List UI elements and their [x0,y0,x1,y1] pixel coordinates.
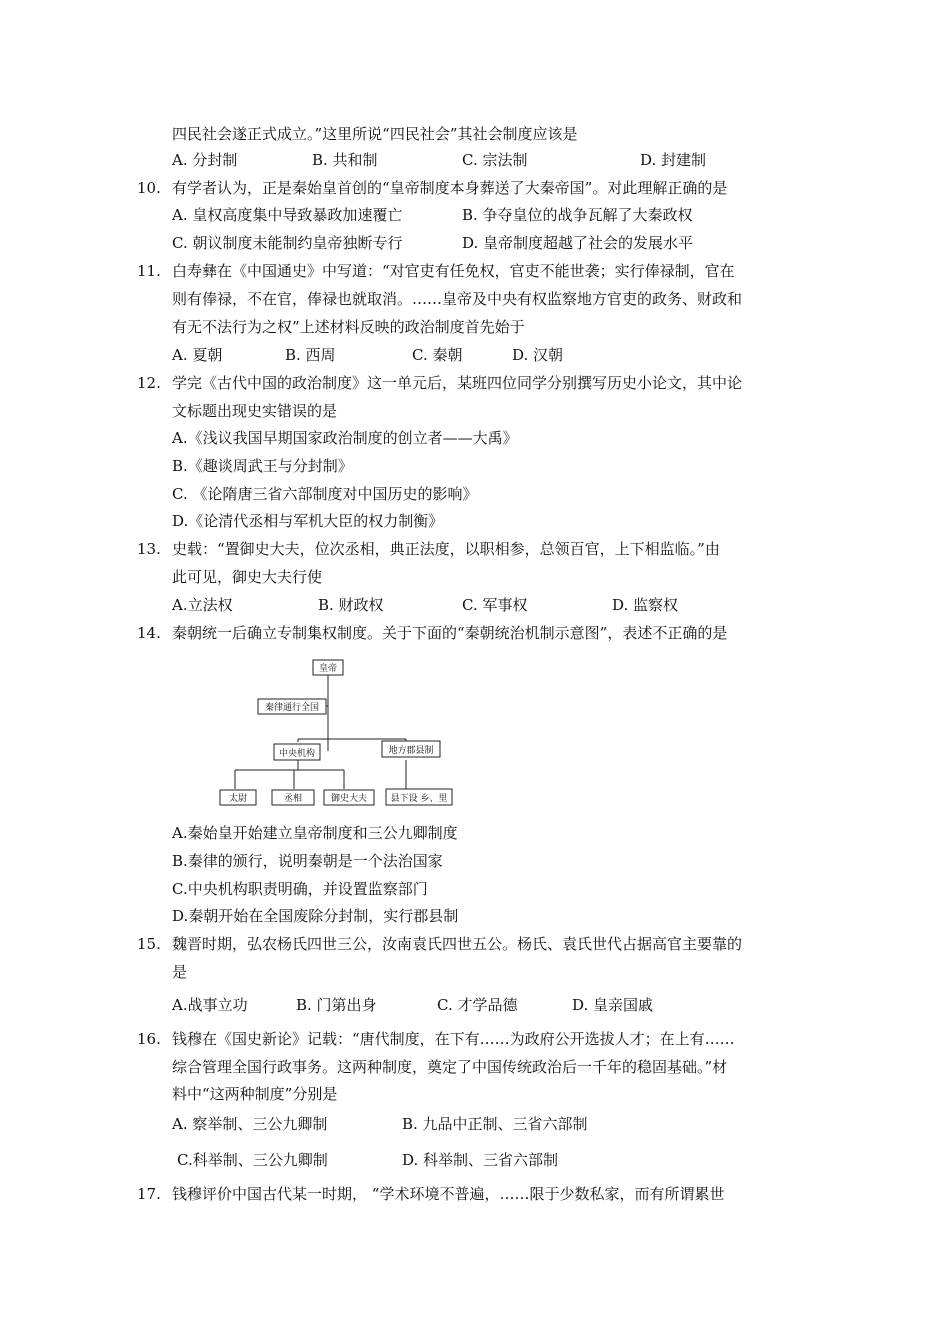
q15-option-c: C. 才学品德 [437,996,518,1014]
q16-text-line-2: 综合管理全国行政事务。这两种制度，奠定了中国传统政治后一千年的稳固基础。”材 [172,1058,728,1076]
q11-text-line-2: 则有俸禄，不在官，俸禄也就取消。……皇帝及中央有权监察地方官吏的政务、财政和 [172,290,743,308]
q9-option-b: B. 共和制 [312,151,378,169]
q15-option-b: B. 门第出身 [296,996,377,1014]
q17-text-line-1: 钱穆评价中国古代某一时期， “学术环境不普遍，……限于少数私家，而有所谓累世 [172,1185,725,1203]
diagram-taiwei-label: 太尉 [228,794,248,804]
q10-number: 10. [137,179,161,197]
q10-option-a: A. 皇权高度集中导致暴政加速覆亡 [172,206,403,224]
q11-option-c: C. 秦朝 [412,346,463,364]
q13-option-b: B. 财政权 [318,596,384,614]
q16-option-d: D. 科举制、三省六部制 [402,1151,559,1169]
q15-option-d: D. 皇亲国戚 [572,996,654,1014]
diagram-law-label: 秦律通行全国 [264,703,320,713]
q14-text: 秦朝统一后确立专制集权制度。关于下面的“秦朝统治机制示意图”，表述不正确的是 [172,624,728,642]
q12-number: 12. [137,374,161,392]
q11-text-line-1: 白寿彝在《中国通史》中写道：“对官吏有任免权，官吏不能世袭；实行俸禄制，官在 [172,262,735,280]
q16-number: 16. [137,1030,161,1048]
q13-option-d: D. 监察权 [612,596,679,614]
q13-number: 13. [137,540,161,558]
q10-text: 有学者认为，正是秦始皇首创的“皇帝制度本身葬送了大秦帝国”。对此理解正确的是 [172,179,728,197]
q10-option-b: B. 争夺皇位的战争瓦解了大秦政权 [462,206,693,224]
diagram-chengxiang-label: 丞相 [283,794,303,804]
q14-option-d: D.秦朝开始在全国废除分封制，实行郡县制 [172,907,459,925]
q12-option-c: C. 《论隋唐三省六部制度对中国历史的影响》 [172,485,478,503]
q9-option-c: C. 宗法制 [462,151,528,169]
q12-text-line-2: 文标题出现史实错误的是 [172,402,338,420]
q16-text-line-1: 钱穆在《国史新论》记载：“唐代制度，在下有……为政府公开选拔人才；在上有…… [172,1030,735,1048]
q11-number: 11. [137,262,161,280]
q16-option-b: B. 九品中正制、三省六部制 [402,1115,588,1133]
q13-option-a: A.立法权 [172,596,233,614]
q10-option-d: D. 皇帝制度超越了社会的发展水平 [462,234,694,252]
q12-text-line-1: 学完《古代中国的政治制度》这一单元后，某班四位同学分别撰写历史小论文，其中论 [172,374,743,392]
q9-text-line: 四民社会遂正式成立。”这里所说“四民社会”其社会制度应该是 [172,125,578,143]
q12-option-d: D.《论清代丞相与军机大臣的权力制衡》 [172,512,444,530]
q9-option-a: A. 分封制 [172,151,238,169]
q12-option-a: A.《浅议我国早期国家政治制度的创立者——大禹》 [172,429,518,447]
q15-option-a: A.战事立功 [172,996,248,1014]
q14-option-a: A.秦始皇开始建立皇帝制度和三公九卿制度 [172,824,458,842]
q10-option-c: C. 朝议制度未能制约皇帝独断专行 [172,234,403,252]
q14-option-c: C.中央机构职责明确，并设置监察部门 [172,880,428,898]
q16-option-c: C.科举制、三公九卿制 [177,1151,328,1169]
q15-text-line-2: 是 [172,963,188,981]
q13-option-c: C. 军事权 [462,596,528,614]
q16-option-a: A. 察举制、三公九卿制 [172,1115,328,1133]
q17-number: 17. [137,1185,161,1203]
diagram-xiang-label: 县下设 乡、里 [390,794,448,804]
q12-option-b: B.《趣谈周武王与分封制》 [172,457,353,475]
q11-option-d: D. 汉朝 [512,346,564,364]
diagram-local-label: 地方郡县制 [388,746,434,756]
q15-number: 15. [137,935,161,953]
q15-text-line-1: 魏晋时期，弘农杨氏四世三公，汝南袁氏四世五公。杨氏、袁氏世代占据高官主要靠的 [172,935,743,953]
q14-option-b: B.秦律的颁行，说明秦朝是一个法治国家 [172,852,443,870]
diagram-central-label: 中央机构 [278,749,316,759]
diagram-emperor-label: 皇帝 [318,664,338,674]
q13-text-line-2: 此可见，御史大夫行使 [172,568,323,586]
q11-option-b: B. 西周 [285,346,336,364]
q9-option-d: D. 封建制 [640,151,707,169]
q16-text-line-3: 料中“这两种制度”分别是 [172,1085,338,1103]
q14-number: 14. [137,624,161,642]
q11-text-line-3: 有无不法行为之权”上述材料反映的政治制度首先始于 [172,318,525,336]
q11-option-a: A. 夏朝 [172,346,223,364]
qin-governance-diagram [218,656,458,808]
diagram-yushi-label: 御史大夫 [330,794,368,804]
q13-text-line-1: 史载：“置御史大夫，位次丞相，典正法度，以职相参，总领百官，上下相监临。”由 [172,540,720,558]
